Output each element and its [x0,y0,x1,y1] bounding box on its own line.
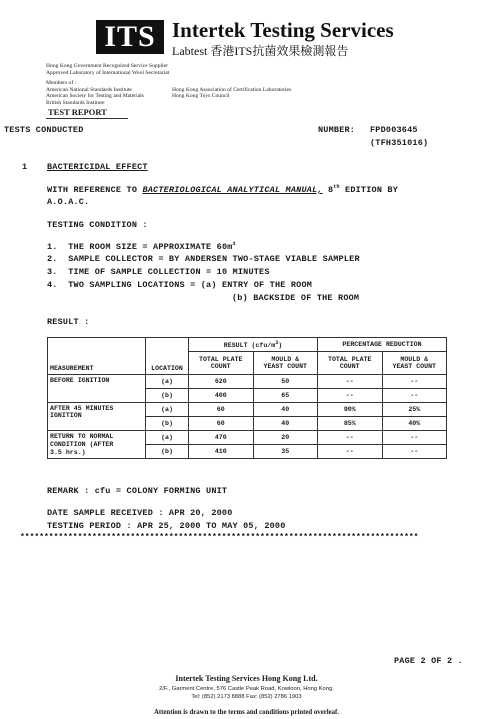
result-label: RESULT : [47,317,90,327]
condition-text: THE ROOM SIZE = APPROXIMATE 60m [68,241,233,252]
reference-manual: BACTERIOLOGICAL ANALYTICAL MANUAL, [142,184,323,195]
edition-sup: th [333,184,340,190]
testing-condition-label: TESTING CONDITION : [47,220,148,230]
location-cell: (a) [146,403,189,417]
location-cell: (a) [146,431,189,445]
member-item: American National Standards Institute [46,86,132,93]
tpc-cell: 620 [189,375,254,389]
result-table [47,337,447,459]
tpc-cell: 470 [189,431,254,445]
header-line: TOTAL PLATE [327,356,372,363]
condition-4 [47,280,312,290]
pct-tpc-cell: -- [318,445,383,459]
pct-myc-cell: -- [382,445,447,459]
table-row [48,375,447,389]
member-item: British Standards Institute [46,99,105,106]
title-rule [46,118,128,119]
measurement-line: IGNITION [50,412,82,419]
section-title: BACTERICIDAL EFFECT [47,162,148,172]
myc-cell: 35 [253,445,318,459]
condition-num: 1. [47,241,58,252]
members-title: Members of : [46,80,77,86]
measurement-cell [48,403,146,431]
reference-prefix: WITH REFERENCE TO [47,184,138,195]
pct-tpc-cell: 90% [318,403,383,417]
ref-code: (TFH351016) [370,138,429,148]
condition-4b: (b) BACKSIDE OF THE ROOM [232,293,360,303]
edition-number: 8 [327,184,334,195]
location-cell: (b) [146,389,189,403]
location-cell: (b) [146,417,189,431]
its-logo: ITS [96,20,164,54]
header-line: COUNT [210,363,231,370]
pct-myc-cell: -- [382,375,447,389]
tpc-cell: 60 [189,403,254,417]
header-result-close: ) [278,342,283,350]
date-received: DATE SAMPLE RECEIVED : APR 20, 2000 [47,508,233,518]
header-line: YEAST COUNT [392,363,437,370]
pct-myc-cell: 40% [382,417,447,431]
pct-myc-cell: 25% [382,403,447,417]
condition-num: 4. [47,280,58,290]
condition-text: TIME OF SAMPLE COLLECTION = 10 MINUTES [68,267,270,277]
header-result-text: RESULT (cfu/m [223,342,276,350]
condition-3 [47,267,270,277]
table-row [48,403,447,417]
condition-num: 2. [47,254,58,264]
tpc-cell: 60 [189,417,254,431]
member-item: Hong Kong Association of Certification Laboratories [172,86,292,93]
labtest-title: Labtest 香港ITS抗菌效果檢測報告 [172,44,349,58]
condition-num: 3. [47,267,58,277]
myc-cell: 40 [253,403,318,417]
pct-tpc-cell: -- [318,375,383,389]
condition-text: SAMPLE COLLECTOR = BY ANDERSEN TWO-STAGE VIABLE SAMPLER [68,254,360,264]
members-right [172,87,291,100]
number-value: FPD003645 [370,125,418,135]
condition-1 [47,241,236,252]
header-total-plate [189,352,254,375]
header-line: TOTAL PLATE [198,356,243,363]
header-location: LOCATION [146,338,189,375]
member-item: Hong Kong Toys Council [172,93,230,100]
section-number: 1 [22,162,28,172]
header-line: MOULD & [271,356,300,363]
footer-attention: Attention is drawn to the terms and conditions printed overleaf. [153,709,340,716]
myc-cell: 50 [253,375,318,389]
footer-address: 2/F., Garment Centre, 576 Castle Peak Road, Kowloon, Hong Kong. [159,686,334,692]
reference-line [47,184,398,195]
tests-conducted: TESTS CONDUCTED [4,125,84,135]
myc-cell: 20 [253,431,318,445]
location-cell: (a) [146,375,189,389]
myc-cell: 40 [253,417,318,431]
condition-sup: 3 [232,241,236,247]
measurement-line: CONDITION (AFTER [50,441,114,448]
header-result [189,338,318,352]
members-left [46,80,144,106]
header-percentage: PERCENTAGE REDUCTION [318,338,447,352]
header-measurement: MEASUREMENT [48,338,146,375]
condition-text: TWO SAMPLING LOCATIONS = (a) ENTRY OF THE ROOM [68,280,313,290]
company-name: Intertek Testing Services [172,18,394,42]
measurement-line: RETURN TO NORMAL [50,433,114,440]
report-title: TEST REPORT [48,107,107,117]
measurement-cell [48,431,146,459]
gov-line: Hong Kong Government Recognized Service Supplier [46,63,168,69]
edition-rest: EDITION BY [345,184,399,195]
member-item: American Society for Testing and Materials [46,93,144,100]
header-total-plate-pct [318,352,383,375]
remark: REMARK : cfu = COLONY FORMING UNIT [47,486,228,496]
pct-myc-cell: -- [382,431,447,445]
footer-company: Intertek Testing Services Hong Kong Ltd. [175,674,318,683]
pct-tpc-cell: -- [318,389,383,403]
measurement-cell [48,375,146,403]
header-result-sup: 3 [275,339,279,346]
location-cell: (b) [146,445,189,459]
table-row [48,431,447,445]
page-number: PAGE 2 OF 2 . [394,656,463,666]
myc-cell: 65 [253,389,318,403]
measurement-line: 3.5 hrs.) [50,449,86,456]
measurement-line: BEFORE IGNITION [50,377,110,384]
number-label: NUMBER: [318,125,356,135]
footer-tel: Tel: (852) 2173 8888 Fax: (852) 2786 1903 [191,694,302,700]
pct-tpc-cell: 85% [318,417,383,431]
gov-line: Approved Laboratory of International Wool Secretariat [46,69,170,76]
gov-recognition [46,63,169,76]
pct-myc-cell: -- [382,389,447,403]
table-header-row [48,338,447,352]
reference-org: A.O.A.C. [47,197,90,207]
condition-2 [47,254,360,264]
header-line: YEAST COUNT [263,363,308,370]
pct-tpc-cell: -- [318,431,383,445]
header-line: COUNT [339,363,360,370]
tpc-cell: 410 [189,445,254,459]
tpc-cell: 400 [189,389,254,403]
separator-line: *********************************************************************************** [20,533,419,542]
measurement-line: AFTER 45 MINUTES [50,405,114,412]
testing-period: TESTING PERIOD : APR 25, 2000 TO MAY 05, 2000 [47,521,286,531]
header-line: MOULD & [400,356,429,363]
header-mould-pct [382,352,447,375]
header-mould [253,352,318,375]
